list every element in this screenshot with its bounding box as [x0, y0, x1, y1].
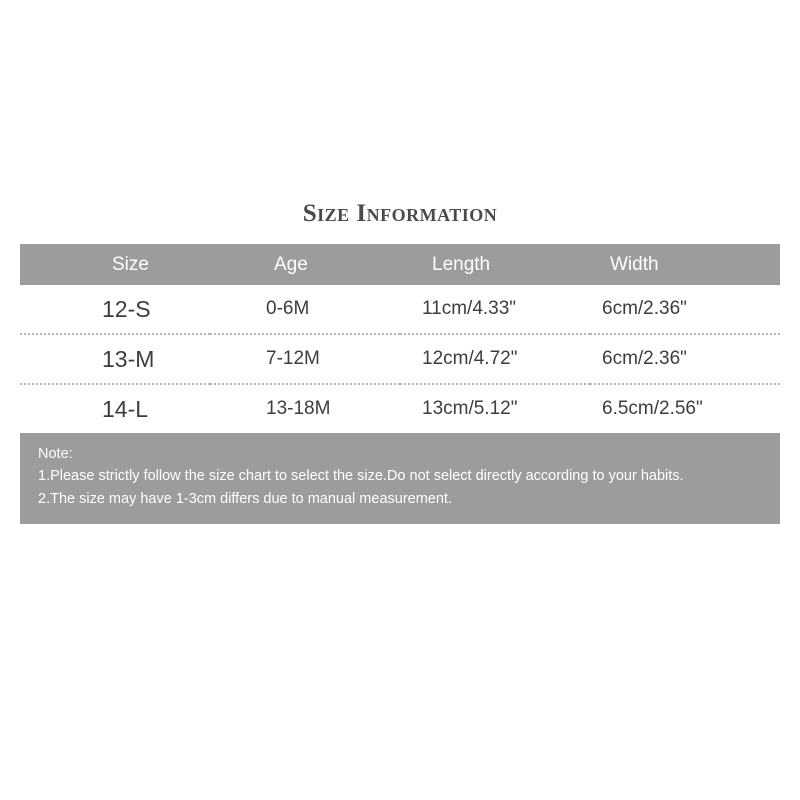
note-section: [20, 433, 780, 524]
cell-width: 6cm/2.36": [590, 285, 780, 334]
note-heading: Note:: [38, 446, 73, 462]
cell-size: 14-L: [20, 384, 210, 433]
cell-length: 13cm/5.12": [400, 384, 590, 433]
column-header-size: [20, 244, 210, 285]
size-information-chart: [20, 200, 780, 524]
column-header-length-label: Length: [432, 253, 491, 275]
table-row: [20, 285, 780, 334]
table-row: [20, 384, 780, 433]
column-header-age-label: Age: [274, 253, 308, 275]
page-title: Size Information: [302, 200, 498, 227]
cell-width: 6cm/2.36": [590, 334, 780, 384]
column-header-age: [210, 244, 400, 285]
note-line-1: 1.Please strictly follow the size chart to select the size.Do not select directly according to your habits.: [38, 468, 684, 485]
cell-age: 13-18M: [210, 384, 400, 433]
cell-width: 6.5cm/2.56": [590, 384, 780, 433]
column-header-width: [590, 244, 780, 285]
table-header: [20, 244, 780, 285]
cell-length: 12cm/4.72": [400, 334, 590, 384]
column-header-width-label: Width: [610, 253, 659, 275]
table-body: [20, 285, 780, 433]
column-header-size-label: Size: [112, 253, 149, 275]
cell-age: 7-12M: [210, 334, 400, 384]
cell-size: 13-M: [20, 334, 210, 384]
column-header-length: [400, 244, 590, 285]
cell-length: 11cm/4.33": [400, 285, 590, 334]
cell-age: 0-6M: [210, 285, 400, 334]
table-header-row: [20, 244, 780, 285]
note-line-2: 2.The size may have 1-3cm differs due to manual measurement.: [38, 490, 452, 507]
cell-size: 12-S: [20, 285, 210, 334]
table-row: [20, 334, 780, 384]
size-table: [20, 244, 780, 433]
